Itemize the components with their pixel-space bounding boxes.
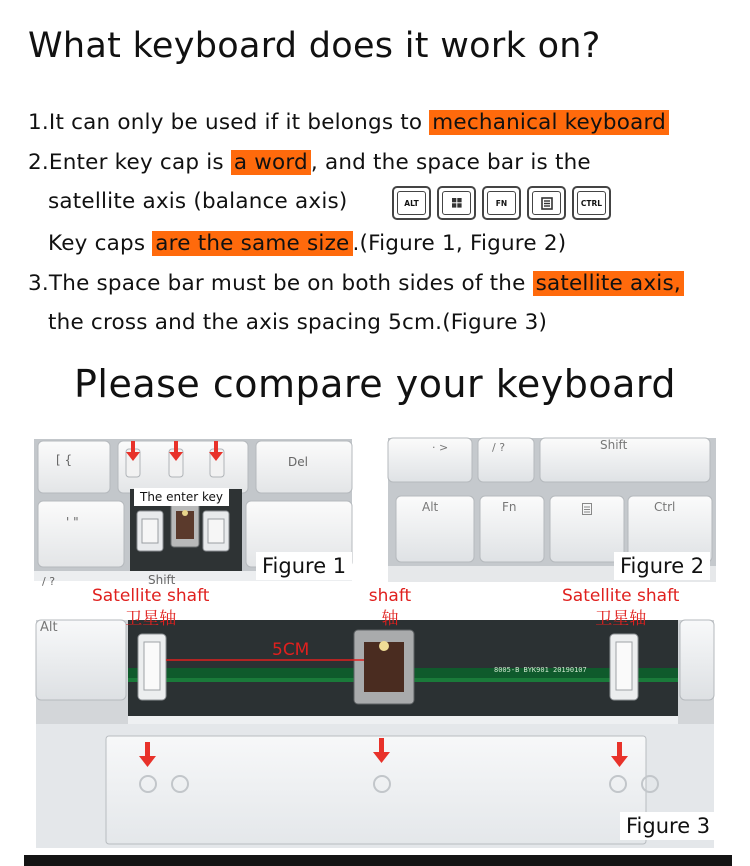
fig1-key-del: Del (288, 455, 308, 469)
right-satellite-label-cn: 卫星轴 (595, 609, 647, 629)
line-2-suffix: , and the space bar is the (310, 150, 591, 175)
line-2-text: 2.Enter key cap is (28, 150, 231, 175)
page-heading: What keyboard does it work on? (28, 26, 601, 66)
alt-key-icon (392, 186, 431, 220)
left-satellite-label-en: Satellite shaft (92, 586, 210, 606)
key-icons-row (392, 186, 611, 220)
bottom-bar (24, 855, 732, 866)
fig2-key-slash: / ? (492, 441, 506, 454)
enter-key-label: The enter key (134, 488, 229, 506)
center-shaft-label-cn: 轴 (381, 609, 399, 629)
instruction-line-1 (28, 110, 669, 135)
fig2-key-alt: Alt (422, 500, 439, 514)
figure-3-keyboard (36, 620, 714, 848)
center-shaft-label (366, 586, 414, 629)
line-4-suffix: .(Figure 1, Figure 2) (352, 231, 567, 256)
distance-label: 5CM (272, 640, 310, 660)
figure-3-photo (36, 620, 714, 848)
pcb-text: 8005-B BYK901 20190107 (494, 666, 587, 674)
ctrl-key-icon (572, 186, 611, 220)
alt-key-label: ALT (397, 191, 426, 215)
windows-key-icon (437, 186, 476, 220)
fig3-key-alt: Alt (40, 620, 58, 635)
figure-1-label: Figure 1 (256, 552, 352, 580)
left-satellite-label-cn: 卫星轴 (125, 609, 177, 629)
menu-key-icon (527, 186, 566, 220)
fn-key-label: FN (487, 191, 516, 215)
instruction-line-6 (48, 310, 547, 335)
right-satellite-label (562, 586, 679, 629)
line-1-highlight: mechanical keyboard (429, 110, 669, 135)
instruction-line-5 (28, 271, 684, 296)
fn-key-icon (482, 186, 521, 220)
instruction-line-2 (28, 150, 591, 175)
line-1-text: 1.It can only be used if it belongs to (28, 110, 430, 135)
center-shaft-label-en: shaft (368, 586, 412, 606)
fig1-key-slash: / ? (42, 575, 56, 588)
left-satellite-label (92, 586, 209, 629)
fig2-menu-icon (582, 500, 592, 519)
instruction-line-4 (48, 231, 566, 256)
compare-title: Please compare your keyboard (74, 362, 676, 406)
figure-3-label: Figure 3 (620, 812, 716, 840)
line-6-text: the cross and the axis spacing 5cm.(Figure 3) (48, 310, 548, 335)
line-5-highlight: satellite axis, (533, 271, 684, 296)
line-4-highlight: are the same size (152, 231, 352, 256)
fig2-key-shift: Shift (600, 438, 628, 452)
fig1-key-quote: ' " (66, 515, 79, 529)
fig2-key-period: · > (432, 441, 449, 454)
figure-2-label: Figure 2 (614, 552, 710, 580)
line-3-text: satellite axis (balance axis) (48, 189, 348, 214)
fig2-key-fn: Fn (502, 500, 517, 514)
ctrl-key-label: CTRL (577, 191, 606, 215)
fig1-key-bracket: [ { (56, 453, 73, 467)
right-satellite-label-en: Satellite shaft (562, 586, 680, 606)
line-4-text: Key caps (48, 231, 153, 256)
line-5-text: 3.The space bar must be on both sides of the (28, 271, 533, 296)
fig2-key-ctrl: Ctrl (654, 500, 676, 514)
line-2-highlight: a word (231, 150, 311, 175)
instruction-line-3 (48, 189, 347, 214)
fig1-key-shift: Shift (148, 573, 176, 587)
